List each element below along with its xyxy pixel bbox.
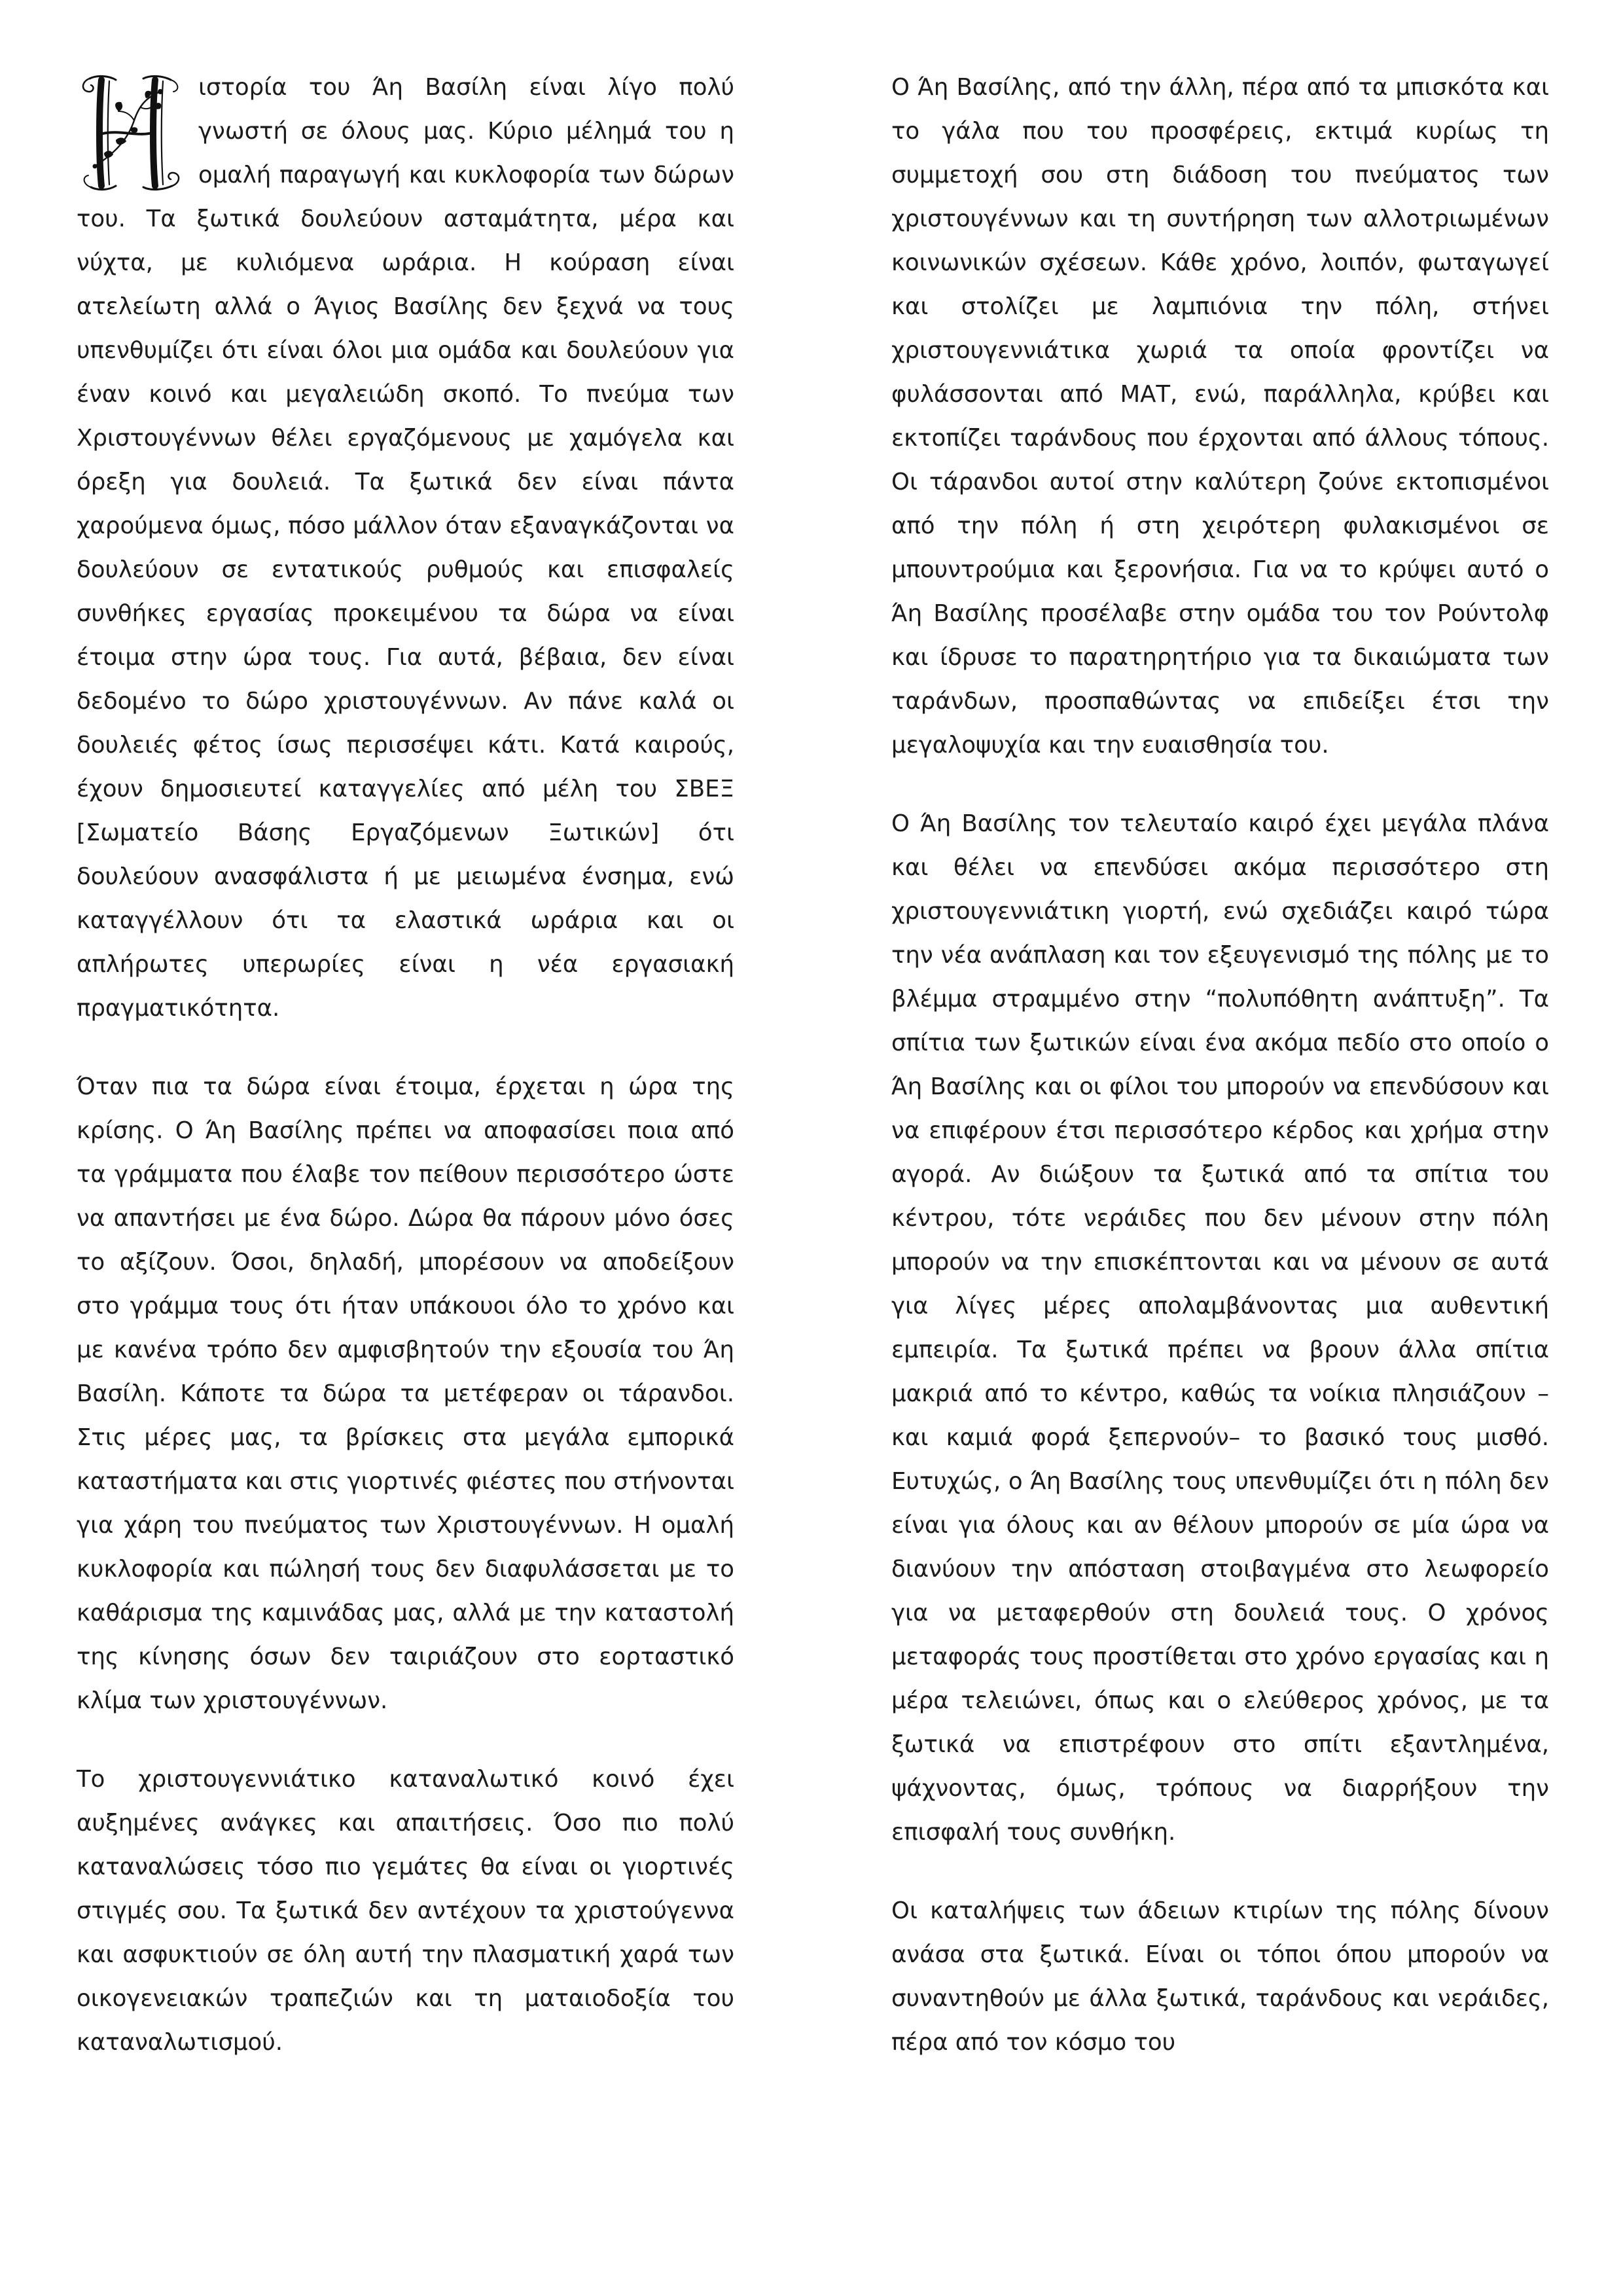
left-column bbox=[77, 65, 734, 2099]
paragraph-4: Ο Άη Βασίλης, από την άλλη, πέρα από τα μπισκότα και το γάλα που του προσφέρεις, εκτιμά κυρίως τη συμμετοχή σου στη διάδοση του πνεύματος των χριστουγέννων και τη συντήρηση των αλλοτριωμένων κοινωνικών σχέσεων. Κάθε χρόνο, λοιπόν, φωταγωγεί και στολίζει με λαμπιόνια την πόλη, στήνει χριστουγεννιάτικα χωριά τα οποία φροντίζει να φυλάσσονται από ΜΑΤ, ενώ, παράλληλα, κρύβει και εκτοπίζει ταράνδους που έρχονται από άλλους τόπους. Οι τάρανδοι αυτοί στην καλύτερη ζούνε εκτοπισμένοι από την πόλη ή στη χειρότερη φυλακισμένοι σε μπουντρούμια και ξερονήσια. Για να το κρύψει αυτό ο Άη Βασίλης προσέλαβε στην ομάδα του τον Ρούντολφ και ίδρυσε το παρατηρητήριο για τα δικαιώματα των ταράνδων, προσπαθώντας να επιδείξει έτσι την μεγαλοψυχία και την ευαισθησία του. bbox=[891, 74, 1549, 759]
paragraph-2: Όταν πια τα δώρα είναι έτοιμα, έρχεται η ώρα της κρίσης. Ο Άη Βασίλης πρέπει να αποφασίσει ποια από τα γράμματα που έλαβε τον πείθουν περισσότερο ώστε να απαντήσει με ένα δώρο. Δώρα θα πάρουν μόνο όσες το αξίζουν. Όσοι, δηλαδή, μπορέσουν να αποδείξουν στο γράμμα τους ότι ήταν υπάκουοι όλο το χρόνο και με κανένα τρόπο δεν αμφισβητούν την εξουσία του Άη Βασίλη. Κάποτε τα δώρα τα μετέφεραν οι τάρανδοι. Στις μέρες μας, τα βρίσκεις στα μεγάλα εμπορικά καταστήματα και στις γιορτινές φιέστες που στήνονται για χάρη του πνεύματος των Χριστουγέννων. Η ομαλή κυκλοφορία και πώλησή τους δεν διαφυλάσσεται με το καθάρισμα της καμινάδας μας, αλλά με την καταστολή της κίνησης όσων δεν ταιριάζουν στο εορταστικό κλίμα των χριστουγέννων. bbox=[77, 1073, 734, 1714]
paragraph-3: Το χριστουγεννιάτικο καταναλωτικό κοινό έχει αυξημένες ανάγκες και απαιτήσεις. Όσο πιο πολύ καταναλώσεις τόσο πιο γεμάτες θα είναι οι γιορτινές στιγμές σου. Τα ξωτικά δεν αντέχουν τα χριστούγεννα και ασφυκτιούν σε όλη αυτή την πλασματική χαρά των οικογενειακών τραπεζιών και τη ματαιοδοξία του καταναλωτισμού. bbox=[77, 1766, 734, 2056]
paragraph-5: Ο Άη Βασίλης τον τελευταίο καιρό έχει μεγάλα πλάνα και θέλει να επενδύσει ακόμα περισσότερο στη χριστουγεννιάτικη γιορτή, ενώ σχεδιάζει καιρό τώρα την νέα ανάπλαση και τον εξευγενισμό της πόλης με το βλέμμα στραμμένο στην “πολυπόθητη ανάπτυξη”. Τα σπίτια των ξωτικών είναι ένα ακόμα πεδίο στο οποίο ο Άη Βασίλης και οι φίλοι του μπορούν να επενδύσουν και να επιφέρουν έτσι περισσότερο κέρδος και χρήμα στην αγορά. Αν διώξουν τα ξωτικά από τα σπίτια του κέντρου, τότε νεράιδες που δεν μένουν στην πόλη μπορούν να την επισκέπτονται και να μένουν σε αυτά για λίγες μέρες απολαμβάνοντας μια αυθεντική εμπειρία. Τα ξωτικά πρέπει να βρουν άλλα σπίτια μακριά από το κέντρο, καθώς τα νοίκια πλησιάζουν –και καμιά φορά ξεπερνούν– το βασικό τους μισθό. Ευτυχώς, ο Άη Βασίλης τους υπενθυμίζει ότι η πόλη δεν είναι για όλους και αν θέλουν μπορούν σε μία ώρα να διανύουν την απόσταση στοιβαγμένα στο λεωφορείο για να μεταφερθούν στη δουλειά τους. Ο χρόνος μεταφοράς τους προστίθεται στο χρόνο εργασίας και η μέρα τελειώνει, όπως και ο ελεύθερος χρόνος, με τα ξωτικά να επιστρέφουν στο σπίτι εξαντλημένα, ψάχνοντας, όμως, τρόπους να διαρρήξουν την επισφαλή τους συνθήκη. bbox=[891, 810, 1549, 1846]
paragraph-1-text: ιστορία του Άη Βασίλη είναι λίγο πολύ γνωστή σε όλους μας. Κύριο μέλημά του η ομαλή παραγωγή και κυκλοφορία των δώρων του. Τα ξωτικά δουλεύουν ασταμάτητα, μέρα και νύχτα, με κυλιόμενα ωράρια. Η κούραση είναι ατελείωτη αλλά ο Άγιος Βασίλης δεν ξεχνά να τους υπενθυμίζει ότι είναι όλοι μια ομάδα και δουλεύουν για έναν κοινό και μεγαλειώδη σκοπό. Το πνεύμα των Χριστουγέννων θέλει εργαζόμενους με χαμόγελα και όρεξη για δουλειά. Τα ξωτικά δεν είναι πάντα χαρούμενα όμως, πόσο μάλλον όταν εξαναγκάζονται να δουλεύουν σε εντατικούς ρυθμούς και επισφαλείς συνθήκες εργασίας προκειμένου τα δώρα να είναι έτοιμα στην ώρα τους. Για αυτά, βέβαια, δεν είναι δεδομένο το δώρο χριστουγέννων. Αν πάνε καλά οι δουλειές φέτος ίσως περισσέψει κάτι. Κατά καιρούς, έχουν δημοσιευτεί καταγγελίες από μέλη του ΣΒΕΞ [Σωματείο Βάσης Εργαζόμενων Ξωτικών] ότι δουλεύουν ανασφάλιστα ή με μειωμένα ένσημα, ενώ καταγγέλλουν ότι τα ελαστικά ωράρια και οι απλήρωτες υπερωρίες είναι η νέα εργασιακή πραγματικότητα. bbox=[77, 74, 734, 1022]
drop-cap-initial bbox=[75, 68, 187, 196]
drop-cap-letter bbox=[75, 68, 187, 196]
paragraph-1 bbox=[77, 65, 734, 1030]
right-column bbox=[891, 65, 1549, 2099]
paragraph-6: Οι καταλήψεις των άδειων κτιρίων της πόλης δίνουν ανάσα στα ξωτικά. Είναι οι τόποι όπου μπορούν να συναντηθούν με άλλα ξωτικά, ταράνδους και νεράιδες, πέρα από τον κόσμο του bbox=[891, 1897, 1549, 2056]
